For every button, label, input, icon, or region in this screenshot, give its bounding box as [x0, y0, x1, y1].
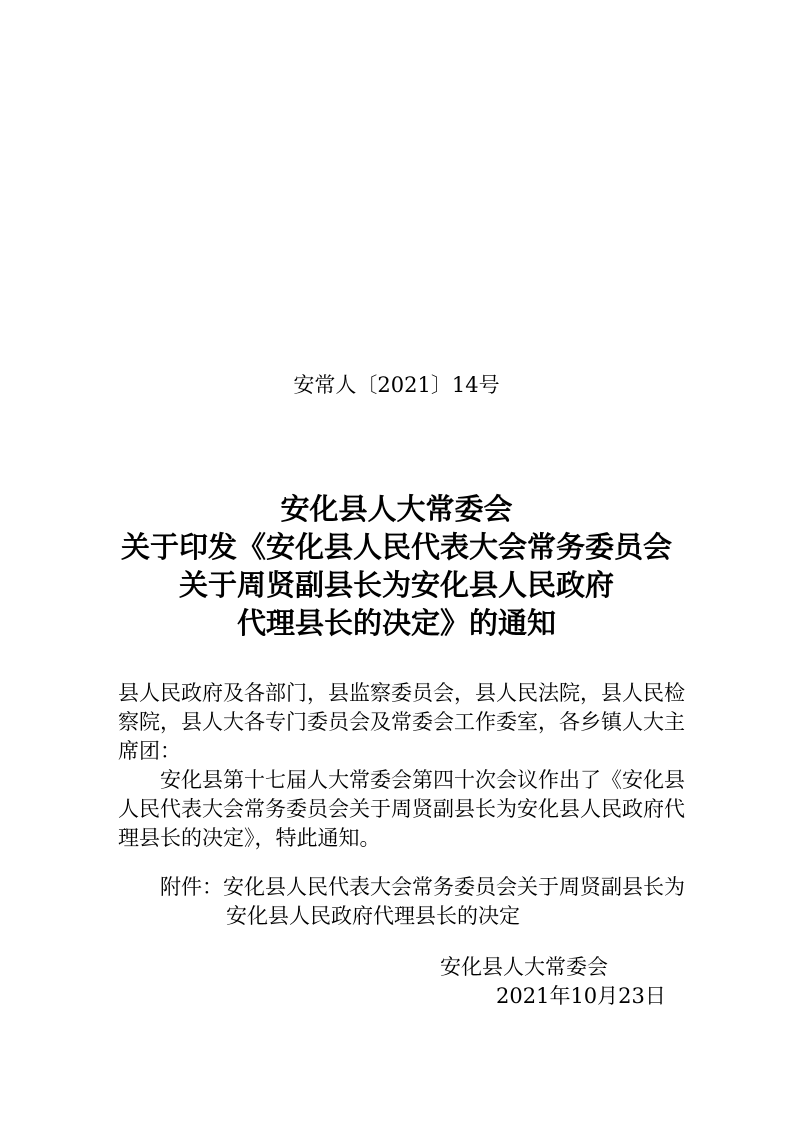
signature-date: 2021年10月23日	[496, 984, 666, 1008]
title-line-3: 关于周贤副县长为安化县人民政府	[178, 568, 614, 602]
title-line-4: 代理县长的决定》的通知	[236, 606, 556, 640]
attachment-line-1	[160, 873, 705, 902]
attachment-title-part-1: 安化县人民代表大会常务委员会关于周贤副县长为	[223, 875, 685, 899]
document-title	[0, 490, 793, 642]
document-number: 安常人〔2021〕14号	[293, 373, 500, 397]
attachment-title-part-2: 安化县人民政府代理县长的决定	[226, 904, 520, 928]
notice-paragraph: 安化县第十七届人大常委会第四十次会议作出了《安化县人民代表大会常务委员会关于周贤副县长为安化县人民政府代理县长的决定》，特此通知。	[118, 768, 685, 850]
attachment-label: 附件：	[160, 875, 223, 899]
addressee-paragraph: 县人民政府及各部门，县监察委员会，县人民法院，县人民检察院，县人大各专门委员会及常委会工作委室，各乡镇人大主席团：	[118, 681, 685, 763]
signature-organization: 安化县人大常委会	[440, 955, 608, 979]
title-line-1: 安化县人大常委会	[280, 492, 513, 526]
attachment-block	[160, 873, 705, 931]
title-line-2: 关于印发《安化县人民代表大会常务委员会	[120, 530, 672, 564]
